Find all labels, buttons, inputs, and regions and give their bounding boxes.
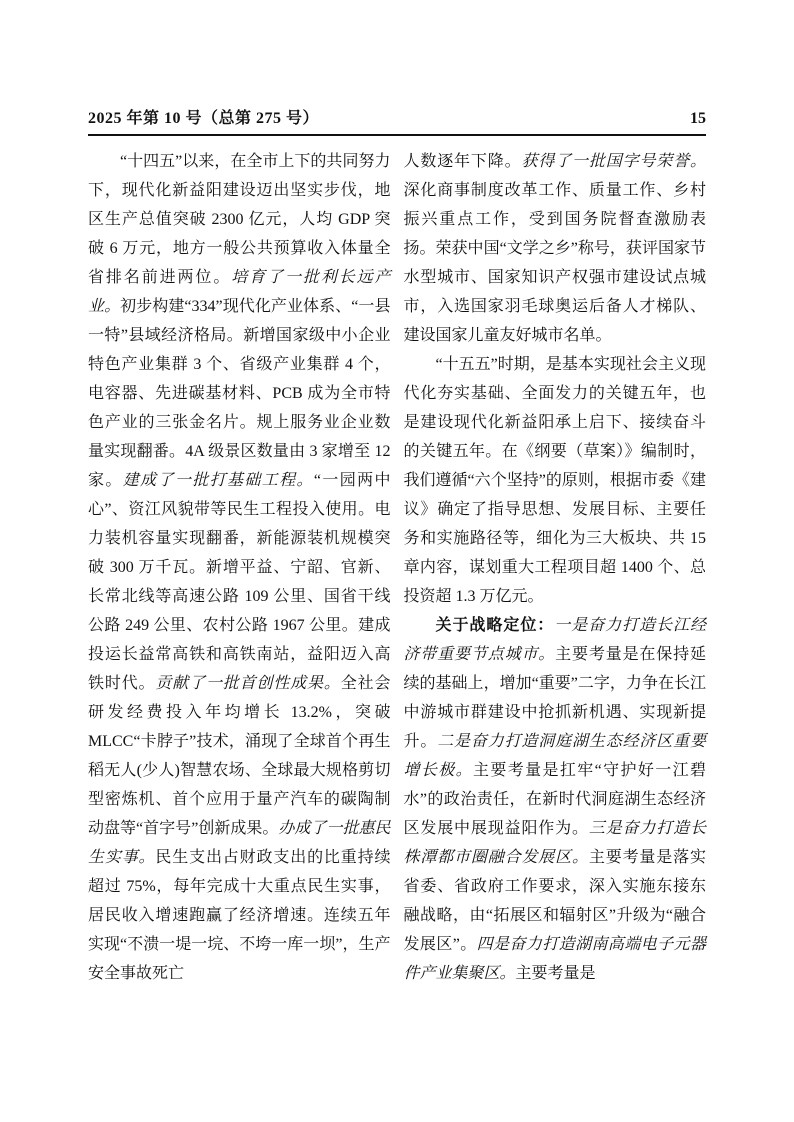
text-run: “十五五”时期，是基本实现社会主义现代化夯实基础、全面发力的关键五年，也是建设现代化新益阳承上启下、接续奋斗的关键五年。在《纲要（草案）》编制时，我们遵循“六个坚持”的原则，根据市委《建议》确定了指导思想、发展目标、主要任务和实施路径等，细化为三大板块、共 15 章内容，谋划重大工程项目超 1400 个、总投资超 1.3 万亿元。 — [403, 356, 706, 605]
text-run: 人数逐年下降。 — [403, 153, 522, 170]
page-number: 15 — [690, 110, 706, 127]
text-run: 主要考量是扛牢“守护好一江碧水”的政治责任，在新时代洞庭湖生态经济区发展中展现益阳作为。 — [403, 762, 706, 837]
emphasis-run: 一是奋力打造长江经济带重要节点城市。 — [403, 617, 706, 663]
text-run: 主要考量是在保持延续的基础上，增加“重要”二字，力争在长江中游城市群建设中抢抓新机遇、实现新提升。 — [403, 646, 706, 750]
paragraph — [404, 611, 707, 988]
text-run: 民生支出占财政支出的比重持续超过 75%，每年完成十大重点民生实事，居民收入增速跑赢了经济增速。连续五年实现“不溃一堤一垸、不垮一库一坝”，生产安全事故死亡 — [88, 849, 391, 982]
text-run: “十四五”以来，在全市上下的共同努力下，现代化新益阳建设迈出坚实步伐，地区生产总值突破 2300 亿元，人均 GDP 突破 6 万元，地方一般公共预算收入体量全省排名前进两位。 — [88, 153, 391, 286]
paragraph — [88, 147, 391, 988]
text-column-right — [404, 147, 707, 988]
text-run: 初步构建“334”现代化产业体系、“一县一特”县域经济格局。新增国家级中小企业特色产业集群 3 个、省级产业集群 4 个，电容器、先进碳基材料、PCB 成为全市特色产业的三张金名片。规上服务业企业数量实现翻番。4A 级景区数量由 3 家增至 12 家。 — [88, 298, 391, 489]
text-run: 全社会研发经费投入年均增长 13.2%，突破 MLCC“卡脖子”技术，涌现了全球首个再生稻无人(少人)智慧农场、全球最大规格剪切型密炼机、首个应用于量产汽车的碳陶制动盘等“首字号”创新成果。 — [88, 675, 391, 837]
paragraph-continuation — [404, 147, 707, 350]
emphasis-run: 获得了一批国字号荣誉。 — [521, 153, 706, 170]
text-column-left — [88, 147, 391, 988]
document-body — [88, 147, 706, 988]
section-label: 关于战略定位： — [435, 617, 555, 634]
emphasis-run: 建成了一批打基础工程。 — [122, 472, 314, 489]
emphasis-run: 二是奋力打造洞庭湖生态经济区重要增长极。 — [403, 733, 706, 779]
text-run: “一园两中心”、资江风貌带等民生工程投入使用。电力装机容量实现翻番，新能源装机规模突破 300 万千瓦。新增平益、宁韶、官新、长常北线等高速公路 109 公里、国省干线公路 249 公里、农村公路 1967 公里。建成投运长益常高铁和高铁南站，益阳迈入高铁时代。 — [88, 472, 391, 692]
emphasis-run: 培育了一批利长远产业。 — [88, 269, 391, 315]
text-run: 深化商事制度改革工作、质量工作、乡村振兴重点工作，受到国务院督查激励表扬。荣获中国“文学之乡”称号，获评国家节水型城市、国家知识产权强市建设试点城市，入选国家羽毛球奥运后备人才梯队、建设国家儿童友好城市名单。 — [403, 182, 706, 344]
text-run: 主要考量是 — [515, 965, 596, 982]
emphasis-run: 四是奋力打造湖南高端电子元器件产业集聚区。 — [403, 936, 706, 982]
emphasis-run: 三是奋力打造长株潭都市圈融合发展区。 — [403, 820, 706, 866]
text-run: 主要考量是落实省委、省政府工作要求，深入实施东接东融战略，由“拓展区和辐射区”升级为“融合发展区”。 — [403, 849, 706, 953]
page-header — [88, 108, 706, 136]
emphasis-run: 贡献了一批首创性成果。 — [155, 675, 341, 692]
issue-number: 2025 年第 10 号（总第 275 号） — [88, 110, 320, 127]
emphasis-run: 办成了一批惠民生实事。 — [88, 820, 391, 866]
paragraph — [404, 350, 707, 611]
